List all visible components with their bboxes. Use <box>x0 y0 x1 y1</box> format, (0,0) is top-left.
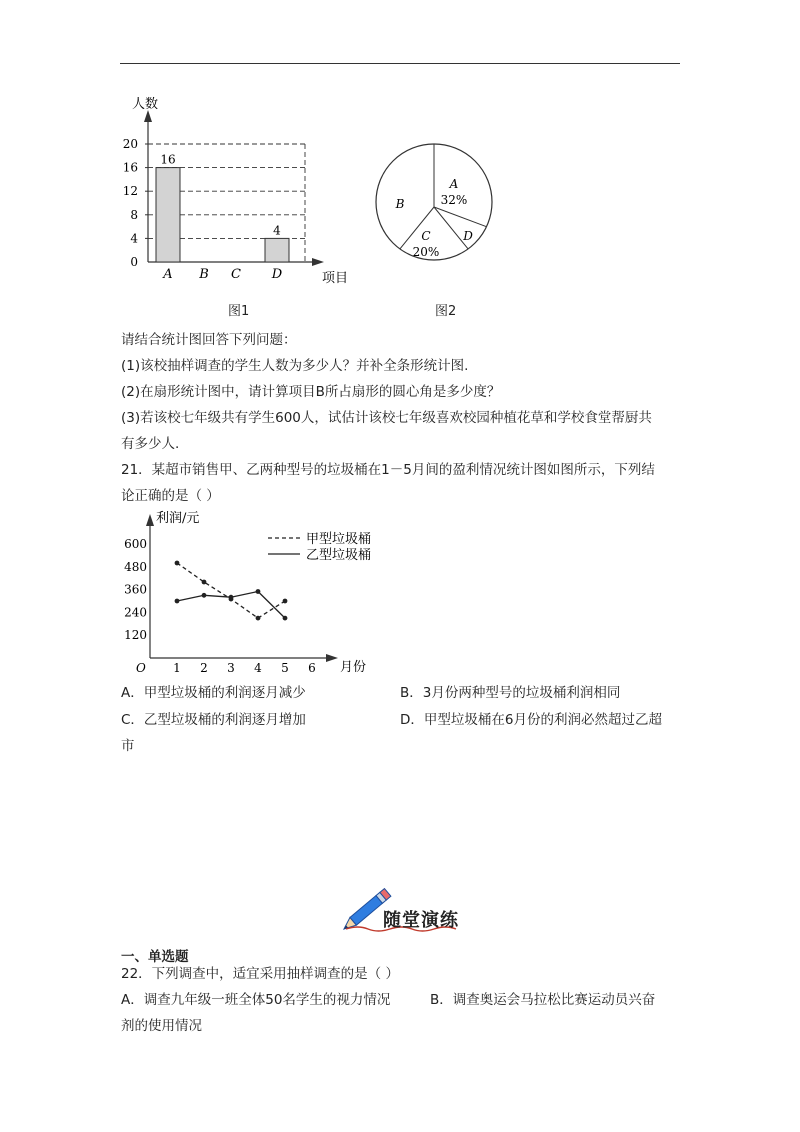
q20-item2: (2)在扇形统计图中，请计算项目B所占扇形的圆心角是多少度？ <box>121 384 501 400</box>
x-tick-label: C <box>231 267 241 282</box>
y-tick-label: 8 <box>130 207 138 222</box>
data-point <box>175 599 180 604</box>
q21-option-d-line2: 市 <box>121 738 135 754</box>
bar-data-label: 4 <box>273 223 281 238</box>
q21-option-c[interactable]: C．乙型垃圾桶的利润逐月增加 <box>121 712 306 728</box>
data-point <box>283 616 288 621</box>
y-axis-arrow <box>146 514 154 526</box>
practice-badge-title: 随堂演练 <box>383 910 459 931</box>
legend-label: 甲型垃圾桶 <box>306 532 372 547</box>
q21-option-d-line1[interactable]: D．甲型垃圾桶在6月份的利润必然超过乙超 <box>400 712 662 728</box>
q21-option-a[interactable]: A．甲型垃圾桶的利润逐月减少 <box>121 685 306 701</box>
x-axis-label: 项目 <box>322 271 349 286</box>
y-axis-label: 人数 <box>132 97 159 112</box>
q21-stem-line2: 论正确的是（ ） <box>121 488 220 504</box>
y-tick-label: 600 <box>124 537 147 551</box>
figure2-caption: 图2 <box>435 304 457 319</box>
q20-item1: (1)该校抽样调查的学生人数为多少人？并补全条形统计图. <box>121 358 469 374</box>
q21-option-b[interactable]: B．3月份两种型号的垃圾桶利润相同 <box>400 685 621 701</box>
bar <box>156 168 180 262</box>
x-tick-label: 3 <box>227 661 235 675</box>
x-axis-arrow <box>312 258 324 266</box>
pie-label: 20% <box>412 245 440 259</box>
data-point <box>256 589 261 594</box>
data-point <box>283 599 288 604</box>
data-point <box>256 616 261 621</box>
y-tick-label: 16 <box>122 160 138 175</box>
x-tick-label: 4 <box>254 661 262 675</box>
q21-stem-line1: 21．某超市销售甲、乙两种型号的垃圾桶在1－5月间的盈利情况统计图如图所示，下列结 <box>121 462 655 478</box>
y-tick-label: 360 <box>124 582 147 597</box>
section-title: 一、单选题 <box>121 949 189 965</box>
pie-label: C <box>421 229 431 243</box>
x-tick-label: D <box>271 267 283 282</box>
x-axis-label: 月份 <box>340 660 367 675</box>
q20-prompt: 请结合统计图回答下列问题： <box>121 332 297 348</box>
x-tick-label: B <box>199 267 209 282</box>
figure1-caption: 图1 <box>228 304 250 319</box>
q22-option-a[interactable]: A．调查九年级一班全体50名学生的视力情况 <box>121 992 391 1008</box>
q22-option-b-line1[interactable]: B．调查奥运会马拉松比赛运动员兴奋 <box>430 992 656 1008</box>
x-tick-label: 1 <box>173 661 181 675</box>
y-axis-label: 利润/元 <box>156 511 200 526</box>
x-tick-label: A <box>163 267 173 282</box>
bar <box>265 238 289 262</box>
x-tick-label: 2 <box>200 661 208 675</box>
bar-data-label: 16 <box>160 152 176 167</box>
series-line <box>177 563 285 618</box>
y-tick-label: 240 <box>124 605 147 620</box>
header-rule <box>120 63 680 64</box>
line-chart <box>118 508 408 678</box>
y-tick-label: 120 <box>124 628 147 643</box>
pie-chart <box>372 140 502 265</box>
data-point <box>229 595 234 600</box>
pie-label: B <box>395 197 405 211</box>
y-tick-label: 12 <box>122 184 138 199</box>
data-point <box>202 580 207 585</box>
y-tick-label: 4 <box>130 231 138 246</box>
origin-label: O <box>136 661 146 675</box>
x-tick-label: 5 <box>281 661 289 675</box>
y-tick-label: 0 <box>130 255 138 269</box>
bar-chart <box>110 92 370 292</box>
legend-label: 乙型垃圾桶 <box>306 548 372 563</box>
x-tick-label: 6 <box>308 661 316 675</box>
pie-label: D <box>463 229 473 243</box>
data-point <box>175 561 180 566</box>
q20-item3-line2: 有多少人. <box>121 436 180 452</box>
q22-option-b-line2: 剂的使用情况 <box>121 1018 202 1034</box>
q22-stem: 22．下列调查中，适宜采用抽样调查的是（ ） <box>121 966 399 982</box>
data-point <box>202 593 207 598</box>
pie-label: 32% <box>440 193 468 207</box>
q20-item3-line1: (3)若该校七年级共有学生600人，试估计该校七年级喜欢校园种植花草和学校食堂帮厨共 <box>121 410 652 426</box>
x-axis-arrow <box>326 654 338 662</box>
y-tick-label: 480 <box>124 559 147 574</box>
y-tick-label: 20 <box>122 137 138 151</box>
pie-label: A <box>449 177 459 191</box>
